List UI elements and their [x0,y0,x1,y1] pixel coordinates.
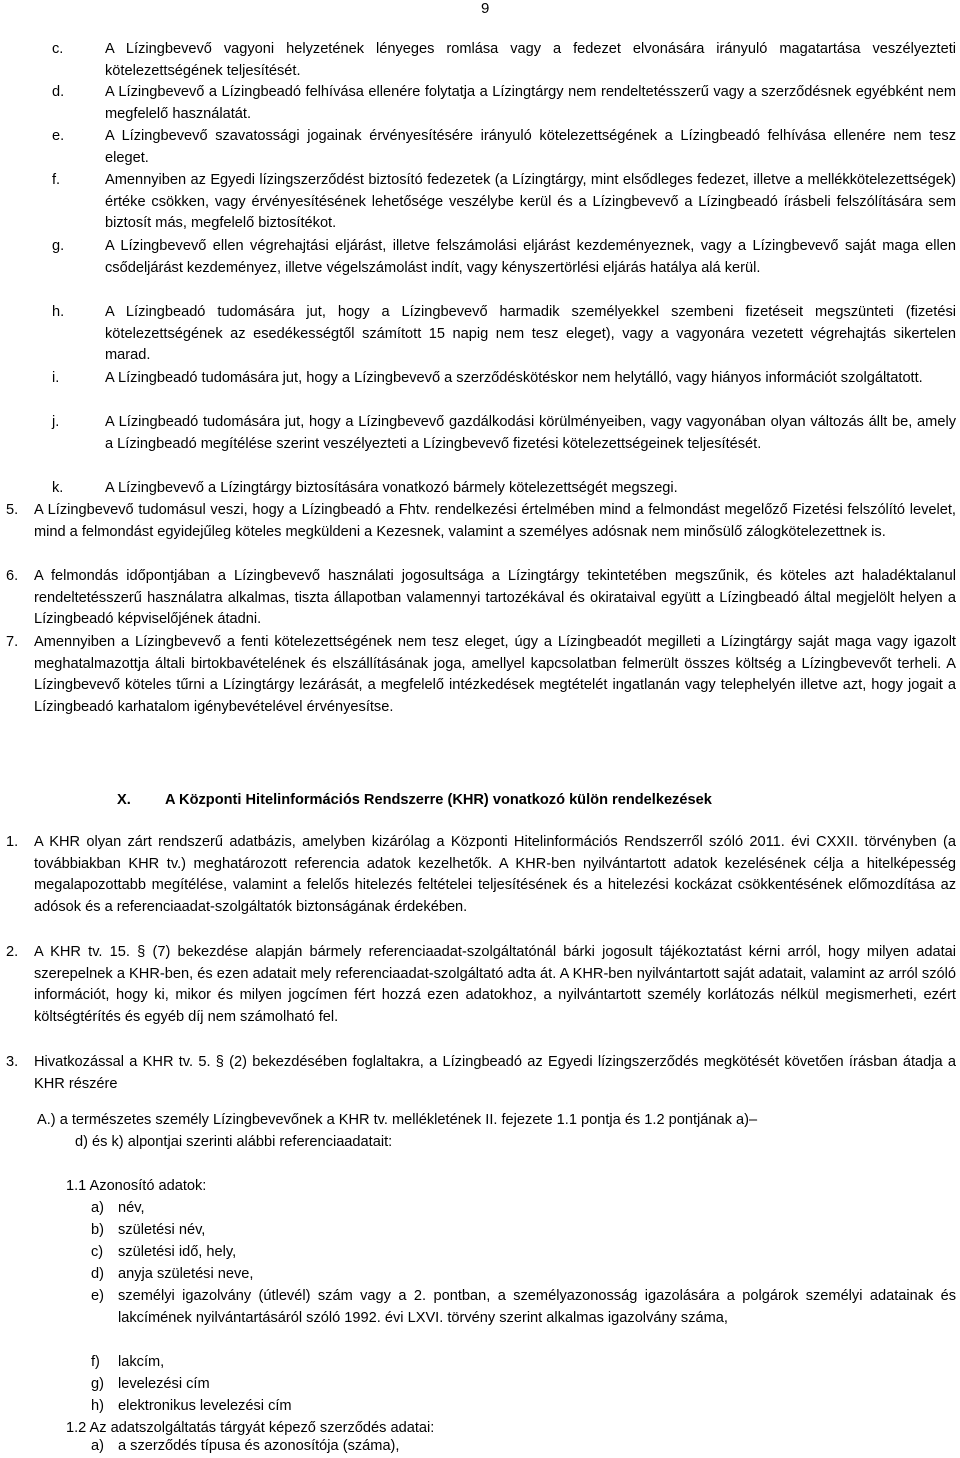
list-item [91,1198,956,1220]
list-item [52,39,956,82]
numbered-item [6,942,956,1028]
list-marker: b) [91,1222,104,1238]
group-1-1-heading: 1.1 Azonosító adatok: [66,1178,207,1194]
item-number: 3. [6,1054,19,1070]
numbered-item-text: A felmondás időpontjában a Lízingbevevő használati jogosultsága a Lízingtárgy tekintetében megszűnik, és köteles azt haladéktalanul rendeltetésszerű használatra alkalmas, tiszta állapotban valamennyi tartozékával és okirataival együtt a Lízingbeadó által megjelölt helyen a Lízingbeadó képviselőjének átadni. [34,568,956,627]
list-item-text: levelezési cím [118,1376,210,1392]
list-item-text: A Lízingbeadó tudomására jut, hogy a Lízingbevevő gazdálkodási körülményeiben, vagy vagyonában olyan változás állt be, amely a Lízingbeadó megítélése szerint veszélyezteti a Lízingbevevő fizetési kötelezettségeinek teljesítését. [105,414,956,452]
list-marker: c. [52,41,64,57]
list-item-text: születési név, [118,1222,206,1238]
list-item-text: A Lízingbevevő ellen végrehajtási eljárást, illetve felszámolási eljárást kezdeményeznek, vagy a Lízingbevevő saját maga ellen csődeljárást kezdeményez, illetve végelszámolást indít, vagy kényszertörlési eljárás hatálya alá kerül. [105,238,956,276]
item-number: 2. [6,944,19,960]
list-marker: j. [52,414,60,430]
list-item [52,170,956,235]
list-item [91,1264,956,1286]
list-item [52,82,956,125]
list-item-text: A Lízingbevevő a Lízingtárgy biztosítására vonatkozó bármely kötelezettségét megszegi. [105,480,678,496]
list-marker: i. [52,370,60,386]
list-item-text: elektronikus levelezési cím [118,1398,292,1414]
list-item [91,1396,956,1418]
list-item-text: A Lízingbevevő vagyoni helyzetének lényeges romlása vagy a fedezet elvonására irányuló magatartása veszélyezteti kötelezettségének teljesítését. [105,41,956,79]
list-item-text: születési idő, hely, [118,1244,237,1260]
list-marker: h) [91,1398,104,1414]
page-number: 9 [481,0,490,17]
subsection-a-line2: d) és k) alpontjai szerinti alábbi referenciaadatait: [75,1134,393,1150]
list-marker: a) [91,1200,104,1216]
list-item-text: A Lízingbevevő szavatossági jogainak érvényesítésére irányuló kötelezettségének a Lízingbeadó felhívása ellenére nem tesz eleget. [105,128,956,166]
list-marker: k. [52,480,64,496]
list-marker: g) [91,1376,104,1392]
numbered-item-text: Amennyiben a Lízingbevevő a fenti kötelezettségének nem tesz eleget, úgy a Lízingbeadót megilleti a Lízingtárgy saját maga vagy igazolt meghatalmazottja általi birtokbavételének és elszállításának joga, amellyel kapcsolatban felmerült összes költség a Lízingbevevőt terheli. A Lízingbevevő köteles tűrni a Lízingtárgy lezárását, a megfelelő intézkedések megtételét ingatlanán vagy telephelyén illetve azt, hogy jogait a Lízingbeadó karhatalom igénybevételével érvényesítse. [34,634,956,715]
list-item [91,1352,956,1374]
numbered-item [6,500,956,543]
list-marker: a) [91,1438,104,1454]
list-marker: h. [52,304,65,320]
numbered-item [6,832,956,918]
numbered-item-text: Hivatkozással a KHR tv. 5. § (2) bekezdésében foglaltakra, a Lízingbeadó az Egyedi lízingszerződés megkötését követően írásban átadja a KHR részére [34,1054,956,1092]
section-title: A Központi Hitelinformációs Rendszerre (KHR) vonatkozó külön rendelkezések [165,792,712,808]
list-item [52,302,956,367]
numbered-item [6,632,956,718]
list-item-text: név, [118,1200,145,1216]
list-marker: d) [91,1266,104,1282]
section-number: X. [117,792,131,808]
list-item-text: anyja születési neve, [118,1266,254,1282]
list-item-text: A Lízingbeadó tudomására jut, hogy a Lízingbevevő a szerződéskötéskor nem helytálló, vagy hiányos információt szolgáltatott. [105,370,923,386]
list-item [52,368,956,390]
list-item [91,1242,956,1264]
list-marker: f) [91,1354,100,1370]
list-item-text: Amennyiben az Egyedi lízingszerződést biztosító fedezetek (a Lízingtárgy, mint elsődleges fedezet, illetve a mellékkötelezettségek) értéke csökken, vagy érvényesítésének lehetősége veszélybe kerül és a Lízingbevevő a Lízingbeadó írásbeli felszólítására sem biztosít más, megfelelő biztosítékot. [105,172,956,231]
list-item-text: A Lízingbeadó tudomására jut, hogy a Lízingbevevő harmadik személyekkel szembeni fizetéseit megszünteti (fizetési kötelezettségének az esedékességtől számított 15 napig nem tesz eleget), vagy a vagyonára vezetett végrehajtás sikertelen marad. [105,304,956,363]
numbered-item [6,566,956,631]
numbered-item-text: A KHR olyan zárt rendszerű adatbázis, amelyben kizárólag a Központi Hitelinformációs Rendszerről szóló 2011. évi CXXII. törvényben (a továbbiakban KHR tv.) meghatározott referencia adatok kezelhetők. A KHR-ben nyilvántartott adatok kezelésének célja a hitelképesség megalapozottabb megítélése, valamint a felelős hitelezés feltételei teljesítésének és a hitelezési kockázat csökkentésének előmozdítása az adósok és a referenciaadat-szolgáltatók biztonságának érdekében. [34,834,956,915]
list-item [91,1220,956,1242]
list-marker: c) [91,1244,104,1260]
list-item [52,236,956,279]
list-item [91,1436,956,1458]
list-item [52,478,956,500]
numbered-item-text: A KHR tv. 15. § (7) bekezdése alapján bármely referenciaadat-szolgáltatónál bárki jogosult tájékoztatást kérni arról, hogy milyen adatai szerepelnek a KHR-ben, és ezen adatait mely referenciaadat-szolgáltató adta át. A KHR-ben nyilvántartott saját adatait, valamint az arról szóló információt, hogy ki, mikor és milyen jogcímen fért hozzá ezen adatokhoz, a nyilvántartott személy korlátozás nélkül megismerheti, ezért költségtérítés és egyéb díj nem számolható fel. [34,944,956,1025]
list-marker: e) [91,1288,104,1304]
list-item-text: lakcím, [118,1354,165,1370]
list-marker: f. [52,172,61,188]
list-item [91,1374,956,1396]
list-marker: e. [52,128,65,144]
group-1-2-heading: 1.2 Az adatszolgáltatás tárgyát képező szerződés adatai: [66,1420,435,1436]
numbered-item [6,1052,956,1095]
item-number: 5. [6,502,19,518]
list-item [52,126,956,169]
list-marker: g. [52,238,65,254]
list-item-text: a szerződés típusa és azonosítója (száma), [118,1438,400,1454]
subsection-a-line1: A.) a természetes személy Lízingbevevőnek a KHR tv. mellékletének II. fejezete 1.1 pontja és 1.2 pontjának a)– [37,1112,758,1128]
item-number: 6. [6,568,19,584]
item-number: 7. [6,634,19,650]
list-item [52,412,956,455]
item-number: 1. [6,834,19,850]
list-item-text: személyi igazolvány (útlevél) szám vagy a 2. pontban, a személyazonosság igazolására a polgárok személyi adatainak és lakcímének nyilvántartásáról szóló 1992. évi LXVI. törvény szerint alkalmas igazolvány száma, [118,1288,956,1326]
list-marker: d. [52,84,65,100]
list-item [91,1286,956,1329]
numbered-item-text: A Lízingbevevő tudomásul veszi, hogy a Lízingbeadó a Fhtv. rendelkezési értelmében mind a felmondást megelőző Fizetési felszólító levelet, mind a felmondást egyidejűleg köteles megküldeni a Kezesnek, valamint a személyes adósnak nem minősülő zálogkötelezettnek is. [34,502,956,540]
list-item-text: A Lízingbevevő a Lízingbeadó felhívása ellenére folytatja a Lízingtárgy nem rendeltetésszerű vagy a szerződésnek egyébként nem megfelelő használatát. [105,84,956,122]
